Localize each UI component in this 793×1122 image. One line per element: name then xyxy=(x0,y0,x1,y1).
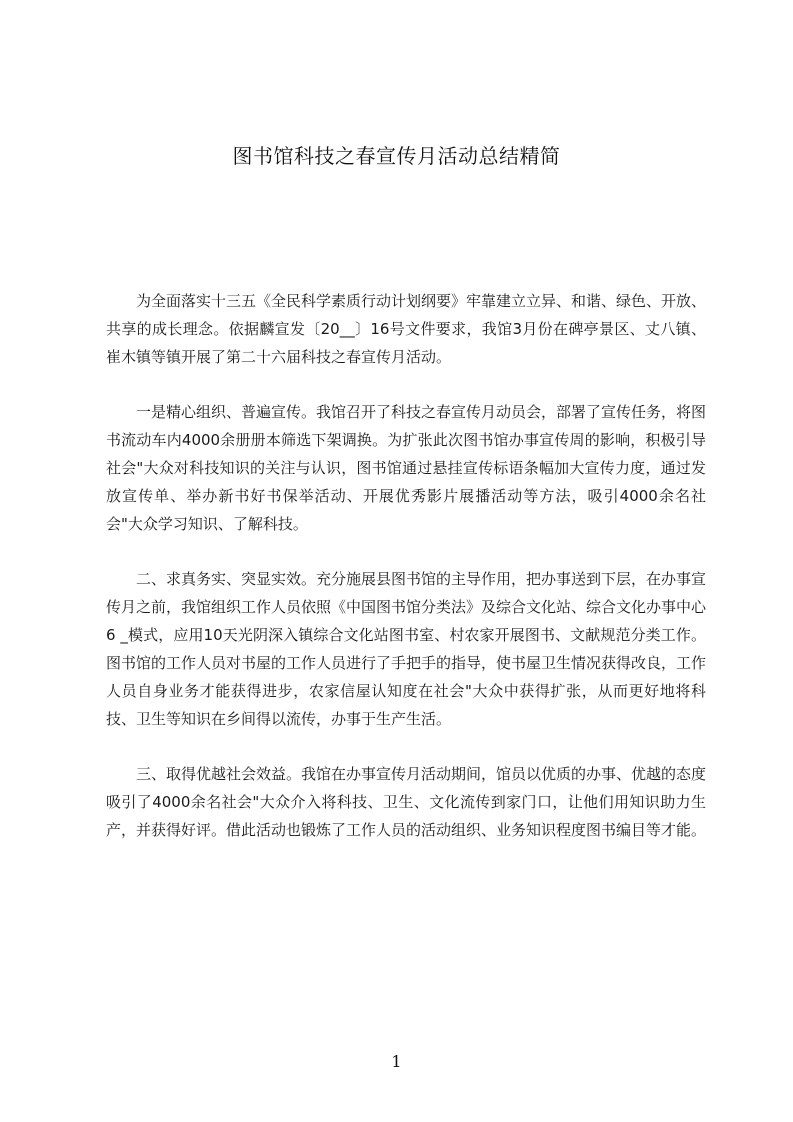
paragraph-effectiveness: 二、求真务实、突显实效。充分施展县图书馆的主导作用，把办事送到下层，在办事宣传月之前，我馆组织工作人员依照《中国图书馆分类法》及综合文化站、综合文化办事中心6 _模式，应用10天光阴深入镇综合文化站图书室、村农家开展图书、文献规范分类工作。图书馆的工作人员对书屋的工作人员进行了手把手的指导，使书屋卫生情况获得改良，工作人员自身业务才能获得进步，农家信屋认知度在社会"大众中获得扩张，从而更好地将科技、卫生等知识在乡间得以流传，办事于生产生活。 xyxy=(106,570,707,728)
document-title: 图书馆科技之春宣传月活动总结精简 xyxy=(232,144,561,168)
page-number: 1 xyxy=(391,1052,402,1071)
document-body xyxy=(106,287,706,871)
paragraph-social-benefit: 三、取得优越社会效益。我馆在办事宣传月活动期间，馆员以优质的办事、优越的态度吸引了4000余名社会"大众介入将科技、卫生、文化流传到家门口，让他们用知识助力生产，并获得好评。借此活动也锻炼了工作人员的活动组织、业务知识程度图书编目等才能。 xyxy=(106,765,707,839)
paragraph-organization: 一是精心组织、普遍宣传。我馆召开了科技之春宣传月动员会，部署了宣传任务，将图书流动车内4000余册册本筛选下架调换。为扩张此次图书馆办事宣传周的影响，积极引导社会"大众对科技知识的关注与认识，图书馆通过悬挂宣传标语条幅加大宣传力度，通过发放宣传单、举办新书好书保举活动、开展优秀影片展播活动等方法，吸引4000余名社会"大众学习知识、了解科技。 xyxy=(106,403,707,533)
paragraph-intro: 为全面落实十三五《全民科学素质行动计划纲要》牢靠建立立异、和谐、绿色、开放、共享的成长理念。依据麟宣发〔20__〕16号文件要求，我馆3月份在碑亭景区、丈八镇、崔木镇等镇开展了第二十六届科技之春宣传月活动。 xyxy=(106,292,707,366)
